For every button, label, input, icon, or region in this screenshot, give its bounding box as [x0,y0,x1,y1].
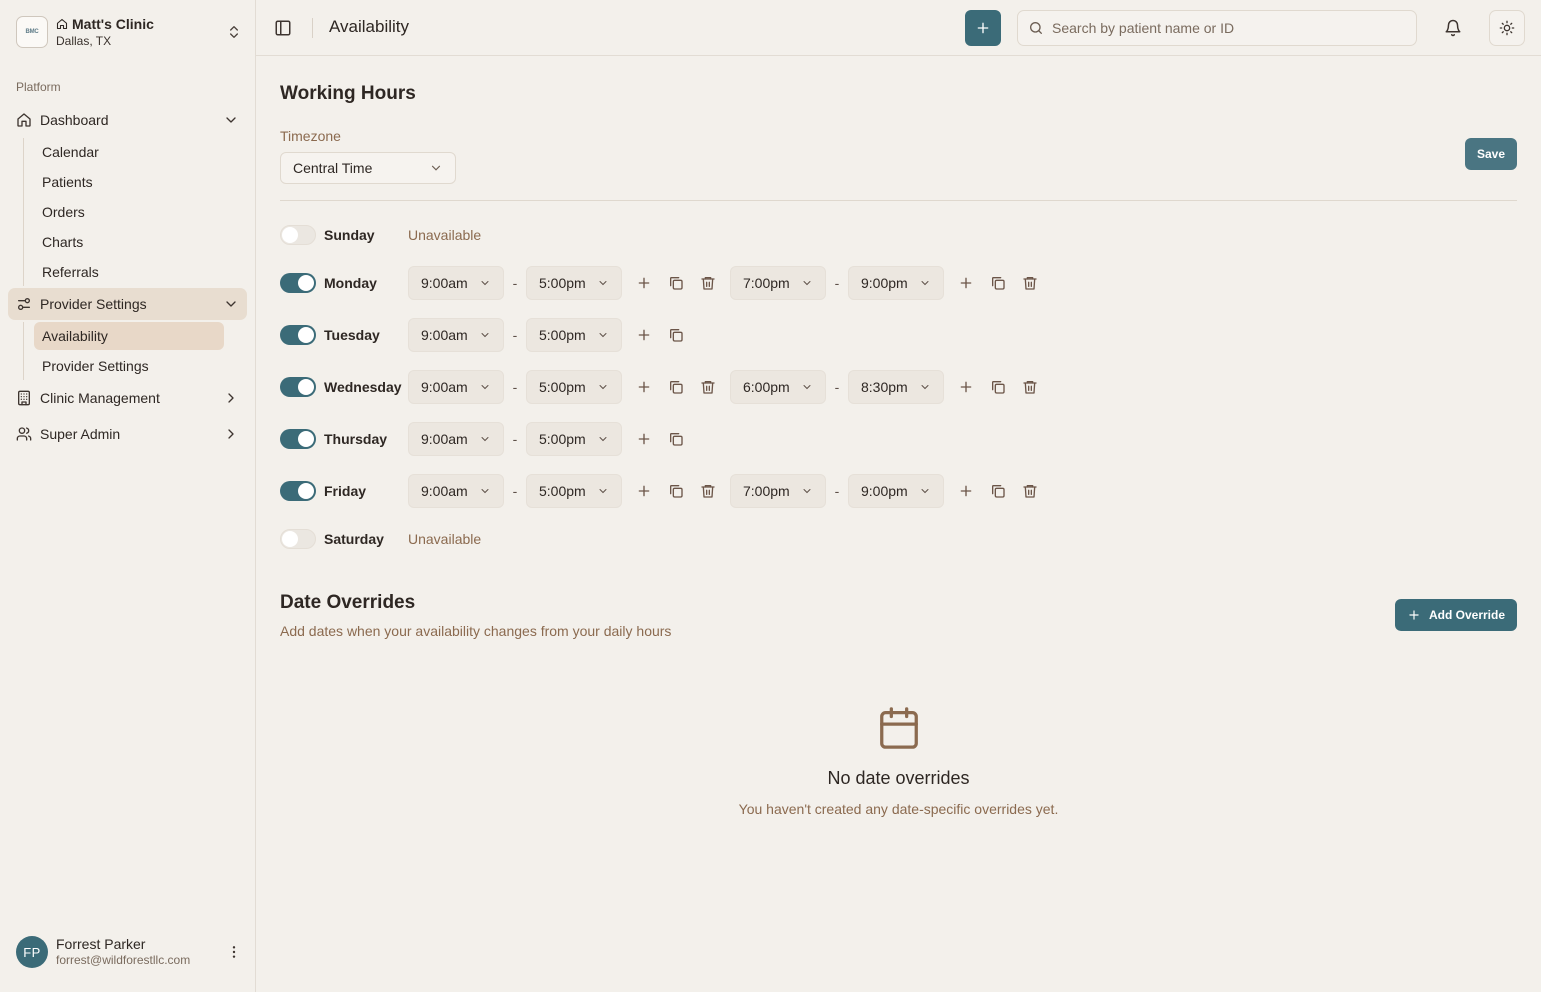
sidebar [0,0,256,992]
delete-slot-button[interactable] [692,267,724,299]
day-row-monday [280,266,1046,300]
day-row-tuesday [280,318,692,352]
chevron-down-icon [429,161,443,175]
day-row-saturday [280,522,481,556]
toggle-knob [298,431,314,447]
sidebar-toggle-icon[interactable] [274,19,292,37]
copy-icon [668,483,684,499]
toggle-knob [298,327,314,343]
day-name: Monday [324,275,377,291]
day-toggle[interactable] [280,481,316,501]
start-time-value: 9:00am [421,483,468,499]
chevron-down-icon [597,277,609,289]
chevron-down-icon [801,381,813,393]
plus-icon [975,20,991,36]
user-menu[interactable] [16,934,242,970]
end-time-value: 5:00pm [539,327,586,343]
save-button[interactable]: Save [1465,138,1517,170]
search-box [1017,10,1417,46]
start-time-select[interactable] [408,266,504,300]
clinic-location: Dallas, TX [56,33,112,48]
toggle-knob [298,379,314,395]
end-time-value: 5:00pm [539,431,586,447]
add-slot-button[interactable] [628,423,660,455]
chevron-down-icon [223,112,239,128]
trash-icon [1022,483,1038,499]
day-toggle[interactable] [280,325,316,345]
add-slot-button[interactable] [628,371,660,403]
quick-add-button[interactable] [965,10,1001,46]
chevron-down-icon [919,381,931,393]
copy-slot-button[interactable] [982,475,1014,507]
chevron-down-icon [801,485,813,497]
add-override-label: Add Override [1428,608,1506,622]
clinic-name-row [56,16,226,33]
toggle-knob [282,227,298,243]
add-slot-button[interactable] [950,475,982,507]
end-time-select[interactable] [526,318,622,352]
time-range-dash: - [834,275,840,291]
search-input[interactable] [1052,20,1392,36]
toggle-knob [298,483,314,499]
empty-state [280,704,1517,817]
day-name: Tuesday [324,327,380,343]
delete-slot-button[interactable] [1014,267,1046,299]
trash-icon [1022,379,1038,395]
end-time-select[interactable] [848,370,944,404]
plus-icon [958,379,974,395]
page-title: Availability [329,17,410,36]
chevron-down-icon [597,433,609,445]
clinic-switcher[interactable] [16,14,242,50]
add-override-button[interactable] [1395,599,1517,631]
copy-slot-button[interactable] [660,267,692,299]
topbar-divider [312,18,313,38]
end-time-select[interactable] [526,422,622,456]
timezone-label: Timezone [280,128,341,144]
sidebar-item-dashboard[interactable] [8,104,247,136]
plus-icon [958,483,974,499]
chevron-down-icon [479,277,491,289]
day-toggle[interactable] [280,429,316,449]
time-range-dash: - [512,379,518,395]
sliders-icon [16,296,32,312]
start-time-select[interactable] [730,474,826,508]
copy-icon [668,327,684,343]
empty-state-subtitle: You haven't created any date-specific overrides yet. [738,801,1059,817]
home-icon [16,112,32,128]
end-time-value: 5:00pm [539,483,586,499]
date-overrides-subtitle: Add dates when your availability changes from your daily hours [280,623,672,639]
end-time-select[interactable] [848,266,944,300]
unavailable-label: Unavailable [408,531,482,547]
copy-slot-button[interactable] [982,267,1014,299]
delete-slot-button[interactable] [692,371,724,403]
start-time-select[interactable] [408,370,504,404]
copy-slot-button[interactable] [982,371,1014,403]
plus-icon [636,275,652,291]
toggle-knob [282,531,298,547]
time-range-dash: - [512,483,518,499]
more-vertical-icon[interactable] [226,944,242,960]
delete-slot-button[interactable] [692,475,724,507]
day-toggle[interactable] [280,273,316,293]
end-time-value: 5:00pm [539,275,586,291]
start-time-value: 6:00pm [743,379,790,395]
copy-slot-button[interactable] [660,319,692,351]
sidebar-item-patients[interactable]: Patients [42,174,93,190]
end-time-select[interactable] [526,370,622,404]
chevron-down-icon [479,433,491,445]
search-icon [1028,20,1044,36]
add-slot-button[interactable] [628,267,660,299]
chevron-down-icon [597,485,609,497]
delete-slot-button[interactable] [1014,475,1046,507]
copy-slot-button[interactable] [660,371,692,403]
day-name: Sunday [324,227,375,243]
trash-icon [700,275,716,291]
end-time-value: 9:00pm [861,483,908,499]
chevrons-up-down-icon[interactable] [226,24,242,40]
unavailable-label: Unavailable [408,227,482,243]
day-row-thursday [280,422,692,456]
end-time-select[interactable] [848,474,944,508]
start-time-select[interactable] [730,370,826,404]
bell-icon[interactable] [1444,19,1462,37]
sidebar-item-provider-settings[interactable] [8,288,247,320]
topbar [256,0,1541,56]
add-slot-button[interactable] [628,475,660,507]
sidebar-item-availability[interactable]: Availability [34,322,224,350]
toggle-knob [298,275,314,291]
copy-slot-button[interactable] [660,423,692,455]
home-icon [56,18,68,30]
plus-icon [636,483,652,499]
time-range-dash: - [512,327,518,343]
chevron-right-icon [223,390,239,406]
add-slot-button[interactable] [628,319,660,351]
time-range-dash: - [512,275,518,291]
copy-icon [668,431,684,447]
trash-icon [1022,275,1038,291]
add-slot-button[interactable] [950,267,982,299]
chevron-down-icon [919,485,931,497]
start-time-value: 9:00am [421,327,468,343]
day-name: Friday [324,483,367,499]
avatar: FP [16,936,48,968]
clinic-logo: BMC [16,16,48,48]
plus-icon [958,275,974,291]
day-name: Wednesday [324,379,402,395]
copy-icon [990,275,1006,291]
time-range-dash: - [834,379,840,395]
chevron-down-icon [479,329,491,341]
day-row-sunday [280,218,481,252]
copy-slot-button[interactable] [660,475,692,507]
day-name: Thursday [324,431,388,447]
copy-icon [668,275,684,291]
section-divider [280,200,1517,201]
sidebar-item-orders[interactable]: Orders [42,204,85,220]
theme-toggle-button[interactable] [1489,10,1525,46]
sidebar-item-label: Provider Settings [40,296,147,312]
add-slot-button[interactable] [950,371,982,403]
sidebar-item-calendar[interactable]: Calendar [42,144,99,160]
time-range-dash: - [834,483,840,499]
sidebar-item-provider-settings-page[interactable]: Provider Settings [42,358,149,374]
working-hours-title: Working Hours [280,83,416,104]
plus-icon [636,431,652,447]
chevron-down-icon [223,296,239,312]
sidebar-item-clinic-management[interactable] [8,382,247,414]
copy-icon [990,379,1006,395]
user-email: forrest@wildforestllc.com [56,953,191,967]
user-info [56,936,226,968]
day-toggle[interactable] [280,529,316,549]
plus-icon [636,327,652,343]
sun-icon [1499,20,1515,36]
day-row-friday [280,474,1046,508]
end-time-select[interactable] [526,266,622,300]
clinic-info [56,16,226,49]
day-name: Saturday [324,531,384,547]
dashboard-subnav [23,138,247,286]
day-toggle[interactable] [280,377,316,397]
user-name: Forrest Parker [56,936,146,952]
chevron-down-icon [479,485,491,497]
end-time-value: 8:30pm [861,379,908,395]
copy-icon [668,379,684,395]
calendar-icon [876,704,922,752]
start-time-select[interactable] [730,266,826,300]
timezone-value: Central Time [293,160,373,176]
end-time-select[interactable] [526,474,622,508]
chevron-down-icon [919,277,931,289]
timezone-select[interactable] [280,152,456,184]
sidebar-item-label: Clinic Management [40,390,160,406]
provider-settings-subnav [23,322,247,380]
start-time-value: 7:00pm [743,275,790,291]
chevron-down-icon [801,277,813,289]
sidebar-item-referrals[interactable]: Referrals [42,264,99,280]
start-time-select[interactable] [408,474,504,508]
start-time-select[interactable] [408,422,504,456]
trash-icon [700,379,716,395]
copy-icon [990,483,1006,499]
nav-group-label: Platform [16,80,61,94]
building-icon [16,390,32,406]
chevron-down-icon [597,381,609,393]
day-row-wednesday [280,370,1046,404]
delete-slot-button[interactable] [1014,371,1046,403]
sidebar-item-super-admin[interactable] [8,418,247,450]
day-toggle[interactable] [280,225,316,245]
sidebar-nav [8,104,247,450]
time-range-dash: - [512,431,518,447]
start-time-value: 9:00am [421,275,468,291]
chevron-down-icon [479,381,491,393]
start-time-value: 9:00am [421,431,468,447]
main-content [280,56,1517,992]
sidebar-item-charts[interactable]: Charts [42,234,84,250]
empty-state-title: No date overrides [827,768,970,788]
chevron-down-icon [597,329,609,341]
trash-icon [700,483,716,499]
users-icon [16,426,32,442]
clinic-name: Matt's Clinic [72,15,154,32]
date-overrides-title: Date Overrides [280,592,416,613]
plus-icon [636,379,652,395]
end-time-value: 5:00pm [539,379,586,395]
start-time-value: 7:00pm [743,483,790,499]
chevron-right-icon [223,426,239,442]
sidebar-item-label: Super Admin [40,426,121,442]
sidebar-item-label: Dashboard [40,112,109,128]
start-time-value: 9:00am [421,379,468,395]
plus-icon [1407,608,1421,622]
end-time-value: 9:00pm [861,275,908,291]
start-time-select[interactable] [408,318,504,352]
